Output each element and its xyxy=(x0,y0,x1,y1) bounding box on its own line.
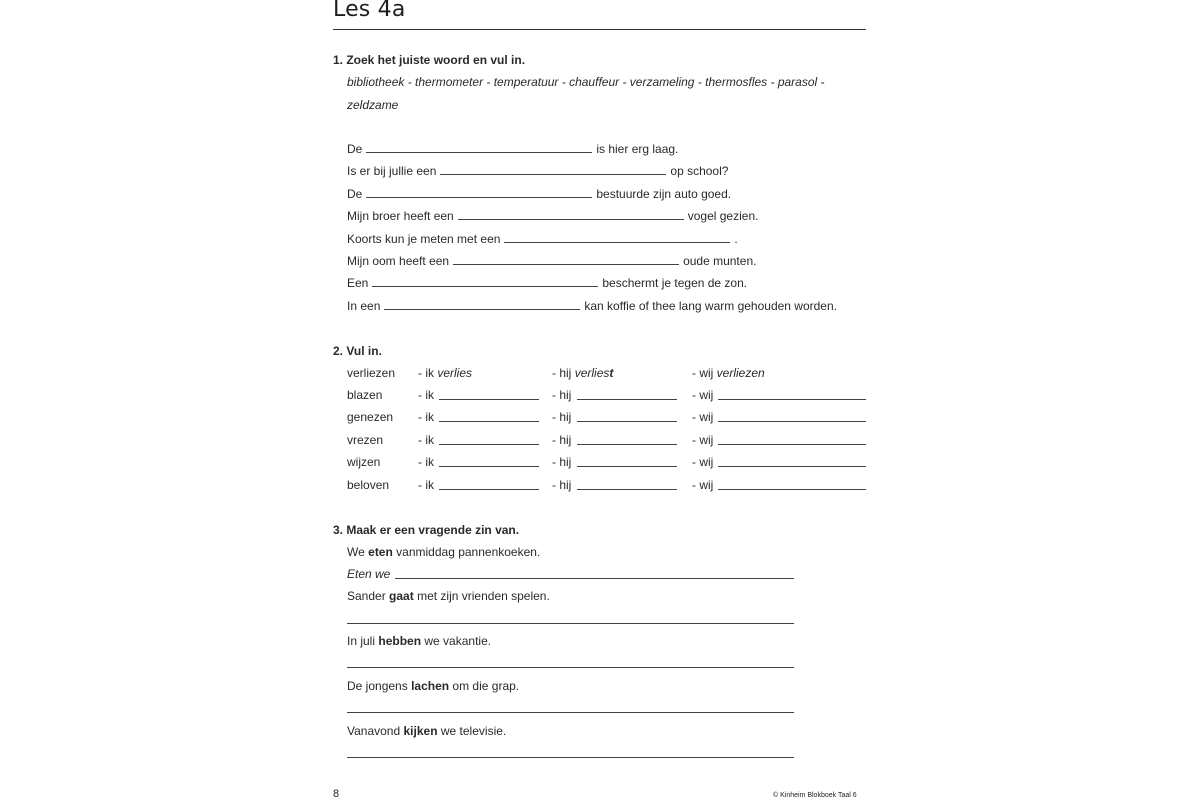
ex2-wij-blank-3[interactable] xyxy=(718,444,866,445)
ex2-ik-label-4: - ik xyxy=(418,455,434,469)
ex3-item-4-post: om die grap. xyxy=(452,679,520,693)
ex1-sentence-6-before: Mijn oom heeft een xyxy=(347,254,450,268)
ex2-ik-prefix: - ik xyxy=(418,366,434,380)
ex2-example-wij-value: verliezen xyxy=(716,366,765,380)
ex1-sentence-2-after: op school? xyxy=(670,164,729,178)
ex1-sentence-2 xyxy=(347,164,728,178)
ex1-answer-blank-5[interactable] xyxy=(504,233,730,243)
exercise-2-heading: 2. Vul in. xyxy=(333,344,382,358)
ex1-sentence-1 xyxy=(347,142,678,156)
ex3-item-5-post: we televisie. xyxy=(440,724,507,738)
ex2-verb-1: blazen xyxy=(347,388,383,402)
ex2-ik-blank-5[interactable] xyxy=(439,489,539,490)
ex1-sentence-3-before: De xyxy=(347,187,363,201)
ex2-hij-blank-2[interactable] xyxy=(577,421,677,422)
ex2-wij-label-4: - wij xyxy=(692,455,714,469)
ex3-example-answer: Eten we xyxy=(347,567,391,581)
ex2-hij-label-5: - hij xyxy=(552,478,572,492)
ex1-sentence-7-after: beschermt je tegen de zon. xyxy=(602,276,748,290)
ex1-sentence-8-after: kan koffie of thee lang warm gehouden worden. xyxy=(584,299,837,313)
ex2-ik-label-1: - ik xyxy=(418,388,434,402)
exercise-3-heading: 3. Maak er een vragende zin van. xyxy=(333,523,520,537)
ex3-answer-line-3[interactable] xyxy=(347,667,794,668)
ex2-ik-blank-3[interactable] xyxy=(439,444,539,445)
ex2-ik-label-2: - ik xyxy=(418,410,434,424)
ex2-hij-blank-3[interactable] xyxy=(577,444,677,445)
ex2-example-wij xyxy=(692,366,765,380)
ex2-wij-label-1: - wij xyxy=(692,388,714,402)
ex3-item-3-pre: In juli xyxy=(347,634,376,648)
ex2-ik-blank-4[interactable] xyxy=(439,466,539,467)
ex1-answer-blank-3[interactable] xyxy=(366,188,592,198)
ex1-sentence-1-after: is hier erg laag. xyxy=(596,142,679,156)
ex1-sentence-7-before: Een xyxy=(347,276,369,290)
ex1-sentence-3 xyxy=(347,187,731,201)
ex3-item-4 xyxy=(347,679,519,693)
ex2-wij-blank-5[interactable] xyxy=(718,489,866,490)
ex2-wij-label-5: - wij xyxy=(692,478,714,492)
ex3-item-2-pre: Sander xyxy=(347,589,386,603)
word-bank-line-1: bibliotheek - thermometer - temperatuur - chauffeur - verzameling - thermosfles - parasol - xyxy=(347,75,825,89)
ex1-sentence-5-before: Koorts kun je meten met een xyxy=(347,232,501,246)
word-bank-line-2: zeldzame xyxy=(347,98,399,112)
ex3-item-3 xyxy=(347,634,491,648)
ex1-answer-blank-6[interactable] xyxy=(453,255,679,265)
ex2-hij-label-2: - hij xyxy=(552,410,572,424)
ex2-wij-blank-1[interactable] xyxy=(718,399,866,400)
ex1-sentence-2-before: Is er bij jullie een xyxy=(347,164,437,178)
page-title: Les 4a xyxy=(333,0,406,22)
ex2-hij-label-3: - hij xyxy=(552,433,572,447)
ex3-item-3-post: we vakantie. xyxy=(424,634,492,648)
ex3-item-1-verb: eten xyxy=(368,545,393,559)
ex2-example-ik-value: verlies xyxy=(437,366,473,380)
ex2-wij-label-3: - wij xyxy=(692,433,714,447)
ex1-sentence-8 xyxy=(347,299,837,313)
ex1-sentence-5 xyxy=(347,232,738,246)
ex3-item-4-pre: De jongens xyxy=(347,679,408,693)
ex2-ik-blank-1[interactable] xyxy=(439,399,539,400)
ex1-sentence-4 xyxy=(347,209,758,223)
ex2-verb-3: vrezen xyxy=(347,433,384,447)
ex2-wij-prefix: - wij xyxy=(692,366,714,380)
title-divider xyxy=(333,29,866,30)
ex1-sentence-8-before: In een xyxy=(347,299,381,313)
ex3-item-5-verb: kijken xyxy=(403,724,438,738)
ex2-hij-label-1: - hij xyxy=(552,388,572,402)
ex2-wij-blank-4[interactable] xyxy=(718,466,866,467)
ex1-answer-blank-2[interactable] xyxy=(440,165,666,175)
page-number: 8 xyxy=(333,788,340,800)
ex2-verb-2: genezen xyxy=(347,410,394,424)
ex3-answer-line-1[interactable] xyxy=(395,578,794,579)
ex3-answer-line-4[interactable] xyxy=(347,712,794,713)
ex2-example-hij-ending: t xyxy=(609,366,614,380)
ex2-hij-blank-5[interactable] xyxy=(577,489,677,490)
ex2-hij-prefix: - hij xyxy=(552,366,572,380)
ex1-sentence-6 xyxy=(347,254,756,268)
ex2-wij-blank-2[interactable] xyxy=(718,421,866,422)
ex1-answer-blank-7[interactable] xyxy=(372,277,598,287)
ex3-item-1-pre: We xyxy=(347,545,365,559)
ex2-hij-label-4: - hij xyxy=(552,455,572,469)
ex2-ik-blank-2[interactable] xyxy=(439,421,539,422)
ex1-sentence-1-before: De xyxy=(347,142,363,156)
ex3-item-4-verb: lachen xyxy=(411,679,450,693)
ex2-ik-label-5: - ik xyxy=(418,478,434,492)
ex1-sentence-5-after: . xyxy=(734,232,738,246)
ex3-item-5-pre: Vanavond xyxy=(347,724,401,738)
ex3-answer-line-5[interactable] xyxy=(347,757,794,758)
ex3-item-5 xyxy=(347,724,506,738)
ex3-item-1-post: vanmiddag pannenkoeken. xyxy=(396,545,541,559)
ex1-sentence-6-after: oude munten. xyxy=(683,254,757,268)
ex2-verb-4: wijzen xyxy=(347,455,381,469)
ex2-example-verb: verliezen xyxy=(347,366,396,380)
ex2-example-hij xyxy=(552,366,613,380)
ex3-item-2-post: met zijn vrienden spelen. xyxy=(417,589,550,603)
ex1-sentence-4-after: vogel gezien. xyxy=(687,209,759,223)
ex1-answer-blank-1[interactable] xyxy=(366,143,592,153)
ex1-sentence-7 xyxy=(347,276,747,290)
ex2-hij-blank-4[interactable] xyxy=(577,466,677,467)
ex3-item-2 xyxy=(347,589,550,603)
ex2-example-ik xyxy=(418,366,472,380)
ex2-hij-blank-1[interactable] xyxy=(577,399,677,400)
ex1-answer-blank-8[interactable] xyxy=(384,300,580,310)
ex2-wij-label-2: - wij xyxy=(692,410,714,424)
ex3-answer-line-2[interactable] xyxy=(347,623,794,624)
ex2-verb-5: beloven xyxy=(347,478,390,492)
ex2-example-hij-value: verlies xyxy=(574,366,610,380)
ex1-sentence-3-after: bestuurde zijn auto goed. xyxy=(596,187,732,201)
ex3-item-1 xyxy=(347,545,540,559)
copyright-notice: © Kinheim Blokboek Taal 6 xyxy=(773,792,857,799)
ex1-sentence-4-before: Mijn broer heeft een xyxy=(347,209,454,223)
ex3-item-3-verb: hebben xyxy=(378,634,422,648)
ex3-item-2-verb: gaat xyxy=(389,589,414,603)
ex1-answer-blank-4[interactable] xyxy=(458,210,684,220)
ex2-ik-label-3: - ik xyxy=(418,433,434,447)
exercise-1-heading: 1. Zoek het juiste woord en vul in. xyxy=(333,53,526,67)
